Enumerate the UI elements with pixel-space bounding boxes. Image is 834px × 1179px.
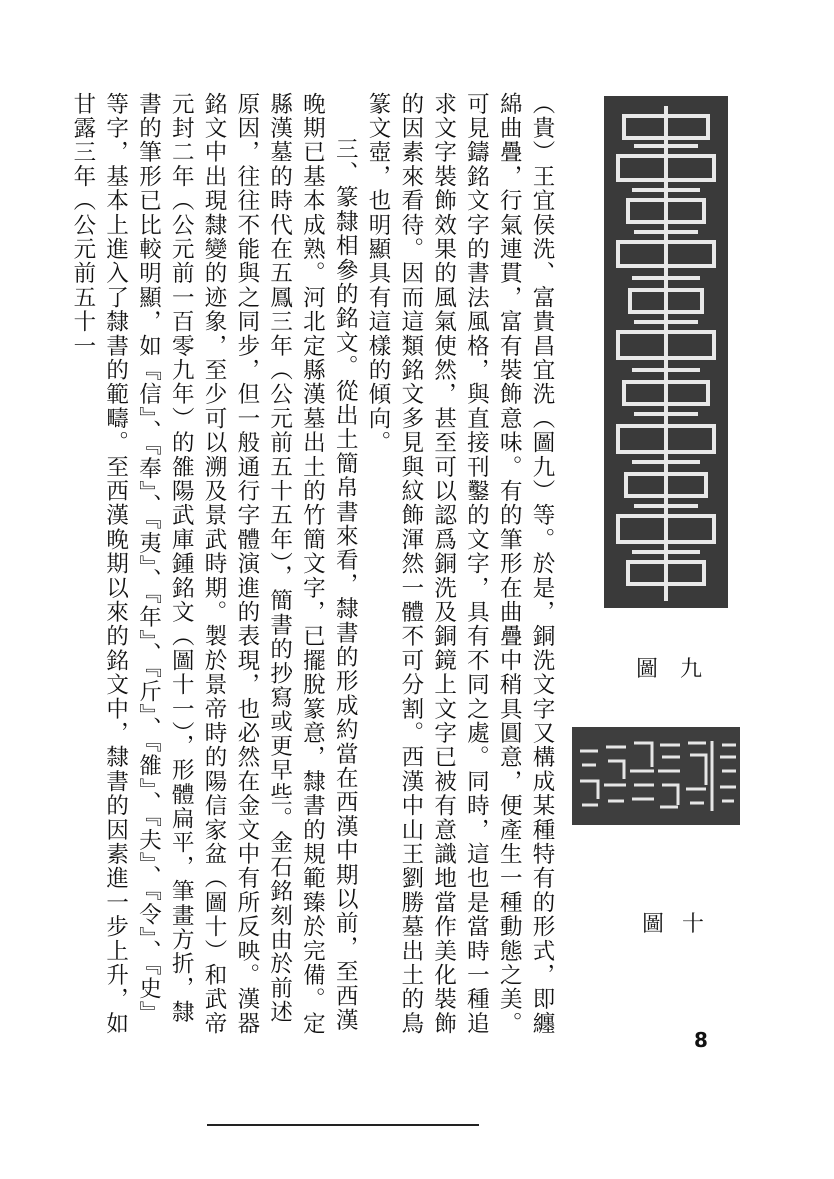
page-number: 8 [694,1028,708,1052]
paragraph-1: （貴）王宜侯洗、富貴昌宜洗（圖九）等。於是，銅洗文字又構成某種特有的形式，即纏綿曲疊，行氣連貫，富有裝飾意味。有的筆形在曲疊中稍具圓意，便產生一種動態之美。可見鑄銘文字的書法風格，與直接刊鑿的文字，具有不同之處。同時，這也是當時一種追求文字裝飾效果的風氣使然，甚至可以認爲銅洗及銅鏡上文字已被有意識地當作美化裝飾的因素來看待。因而這類銘文多見與紋飾渾然一體不可分割。西漢中山王劉勝墓出土的鳥篆文壺，也明顯具有這樣的傾向。 [365,92,555,1036]
paragraph-2: 三、篆隸相參的銘文。從出土簡帛書來看，隸書的形成約當在西漢中期以前，至西漢晚期已基本成熟。河北定縣漢墓出土的竹簡文字，已擺脫篆意，隸書的規範臻於完備。定縣漢墓的時代在五鳳三年（公元前五十五年），簡書的抄寫或更早些。金石銘刻由於前述原因，往往不能與之同步，但一般通行字體演進的表現，也必然在金文中有所反映。漢器銘文中出現隸變的迹象，至少可以溯及景武時期。製於景帝時的陽信家盆（圖十）和武帝元封二年（公元前一百零九年）的雒陽武庫鍾銘文（圖十一），形體扁平，筆畫方折，隸書的筆形已比較明顯，如『信』、『奉』、『夷』、『年』、『斤』、『雒』、『夫』、『令』、『史』等字，基本上進入了隸書的範疇。至西漢晚期以來的銘文中，隸書的因素進一步上升，如甘露三年（公元前五十一 [69,92,359,1036]
body-text-vertical [66,92,558,1047]
figure-10-rubbing-image [572,727,740,825]
figure-9-caption: 圖九 [636,657,725,682]
figure-10-caption: 圖十 [642,912,723,937]
figure-9-rubbing-image [604,96,728,608]
bottom-rule-divider [207,1124,479,1126]
